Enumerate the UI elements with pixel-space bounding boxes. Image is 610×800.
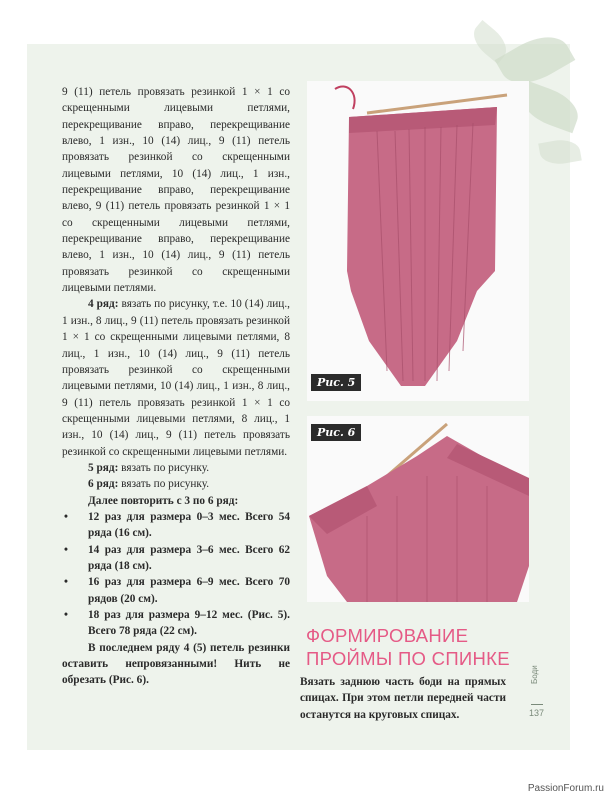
size-list — [62, 509, 290, 640]
left-text-column — [62, 84, 290, 689]
list-item: • 18 раз для размера 9–12 мес. (Рис. 5). Всего 78 ряда (22 см). — [64, 609, 290, 638]
section-title: ФОРМИРОВАНИЕ ПРОЙМЫ ПО СПИНКЕ — [306, 625, 510, 669]
side-label: Боди — [530, 665, 539, 684]
paragraph-row5: 5 ряд: вязать по рисунку. — [88, 461, 210, 474]
knitted-piece-illustration — [307, 81, 529, 401]
list-item: • 14 раз для размера 3–6 мес. Всего 62 ряда (18 см). — [64, 543, 290, 572]
final-note: В последнем ряду 4 (5) петель резинки оставить непровязанными! Нить не обрезать (Рис. 6). — [62, 641, 290, 687]
watermark: PassionForum.ru — [527, 783, 604, 794]
knitted-piece-illustration — [307, 416, 529, 602]
repeat-instruction: Далее повторить с 3 по 6 ряд: — [88, 494, 239, 507]
list-item: • 12 раз для размера 0–3 мес. Всего 54 ряда (16 см). — [64, 510, 290, 540]
figure-6-photo — [307, 416, 529, 602]
page-number: 137 — [529, 708, 545, 718]
figure-6-label: Рис. 6 — [311, 424, 361, 441]
divider — [531, 704, 543, 705]
figure-5-photo — [307, 81, 529, 401]
paragraph-row4: 4 ряд: вязать по рисунку, т.е. 10 (14) лиц., 1 изн., 8 лиц., 9 (11) петель провязать резинкой 1 × 1 со скрещенными лицевыми петлями, 8 лиц., 1 изн., 10 (14) лиц., 9 (11) петель провязать резинкой со скрещенными лицевыми петлями, 10 (14) лиц., 1 изн., 8 лиц., 9 (11) петель провязать резинкой 1 × 1 со скрещенными лицевыми петлями, 8 лиц., 1 изн., 10 (14) лиц., 9 (11) петель провязать резинкой со скрещенными лицевыми петлями. — [62, 298, 290, 458]
paragraph-row6: 6 ряд: вязать по рисунку. — [88, 478, 210, 491]
figure-5-label: Рис. 5 — [311, 374, 361, 391]
paragraph-row3: 9 (11) петель провязать резинкой 1 × 1 со скрещенными лицевыми петлями, перекрещивание вправо, перекрещивание влево, 1 изн., 10 (14) лиц., 9 (11) петель провязать резинкой со скрещенными лицевыми петлями, 10 (14) лиц., 1 изн., перекрещивание вправо, перекрещивание влево, 9 (11) петель провязать резинкой 1 × 1 со скрещенными лицевыми петлями, перекрещивание вправо, перекрещивание влево, 1 изн., 10 (14) лиц., 9 (11) петель провязать резинкой со скрещенными лицевыми петлями. — [62, 86, 290, 295]
section-body: Вязать заднюю часть боди на прямых спицах. При этом петли передней части останутся на круговых спицах. — [300, 676, 506, 721]
list-item: • 16 раз для размера 6–9 мес. Всего 70 рядов (20 см). — [64, 576, 290, 605]
